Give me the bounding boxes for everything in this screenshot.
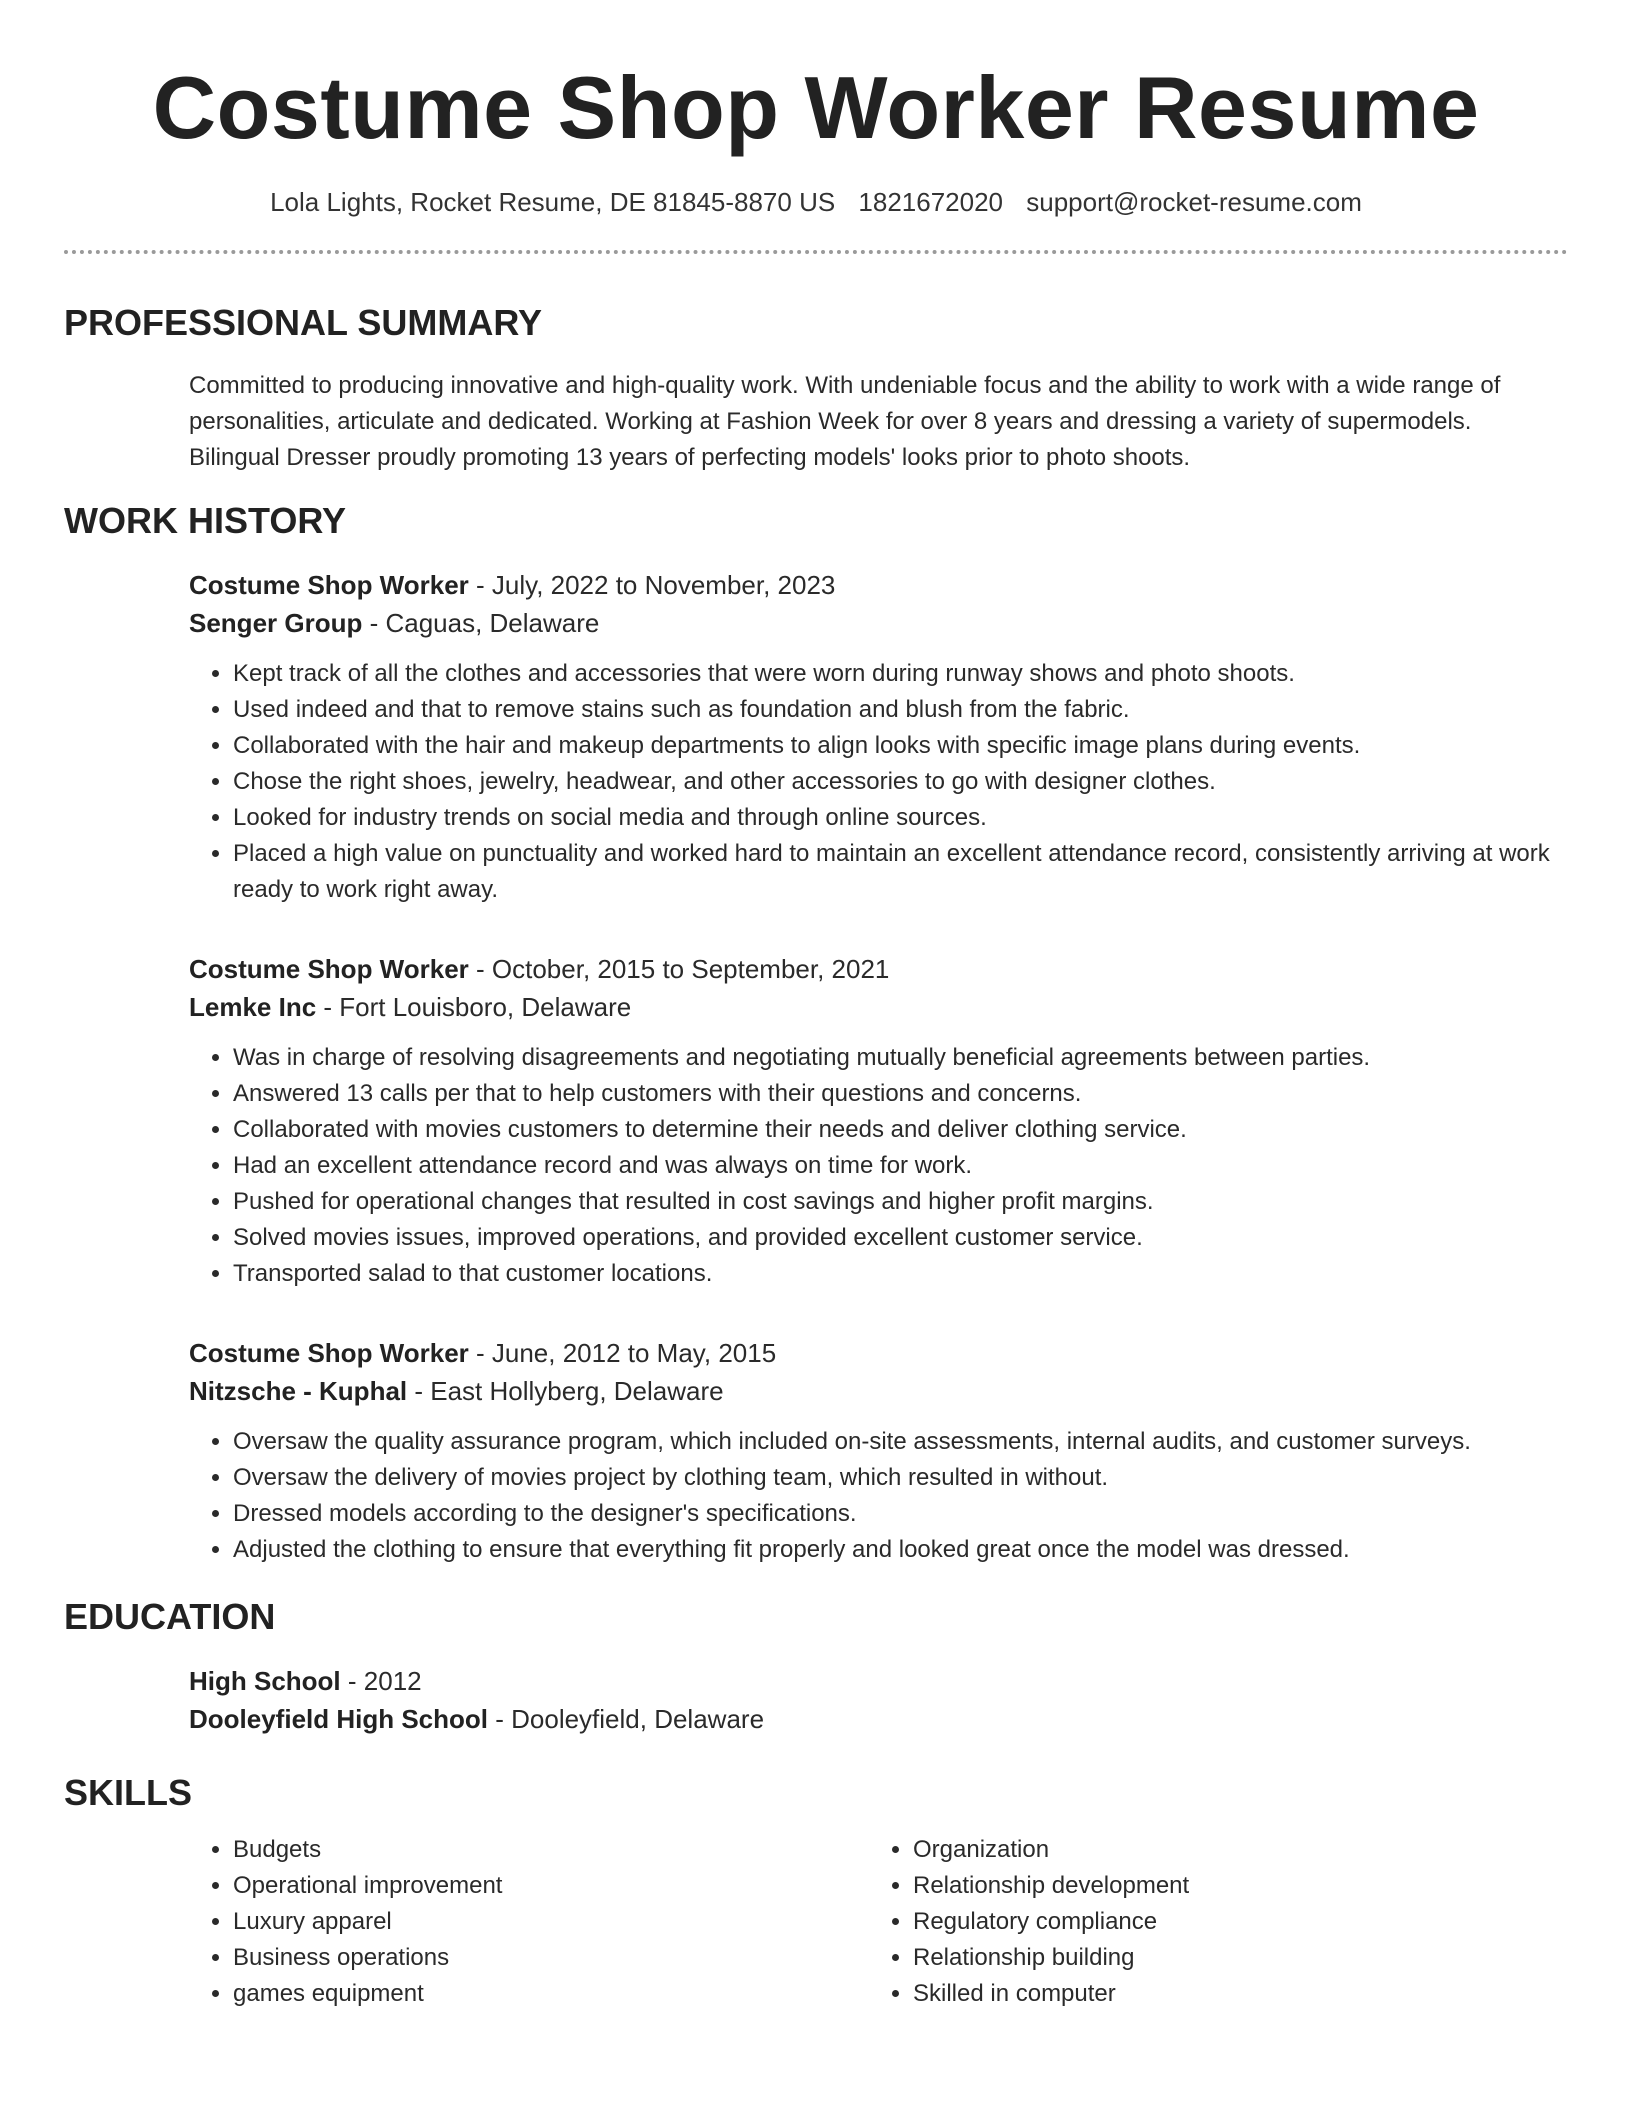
- list-item: • Transported salad to that customer locations.: [233, 1256, 1568, 1292]
- list-item: • Chose the right shoes, jewelry, headwear, and other accessories to go with designer clothes.: [233, 764, 1568, 800]
- skill-item: • Luxury apparel: [233, 1904, 869, 1940]
- list-item: • Adjusted the clothing to ensure that everything fit properly and looked great once the model was dressed.: [233, 1532, 1568, 1568]
- job-company: Nitzsche - Kuphal: [189, 1376, 408, 1406]
- skill-item: • Regulatory compliance: [913, 1904, 1549, 1940]
- resume-title: Costume Shop Worker Resume: [152, 58, 1480, 157]
- list-item: • Answered 13 calls per that to help customers with their questions and concerns.: [233, 1076, 1568, 1112]
- skill-item: • Relationship building: [913, 1940, 1549, 1976]
- skills-list-right: [869, 1832, 1549, 2012]
- list-item: • Placed a high value on punctuality and worked hard to maintain an excellent attendance record, consistently arriving at work ready to work right away.: [233, 836, 1568, 908]
- job-title: Costume Shop Worker: [189, 1338, 469, 1368]
- list-item: • Was in charge of resolving disagreements and negotiating mutually beneficial agreements between parties.: [233, 1040, 1568, 1076]
- skill-item: • Business operations: [233, 1940, 869, 1976]
- job-company-line: [189, 1372, 1568, 1410]
- job-company-line: [189, 604, 1568, 642]
- job-dates: - October, 2015 to September, 2021: [468, 954, 890, 984]
- list-item: • Used indeed and that to remove stains such as foundation and blush from the fabric.: [233, 692, 1568, 728]
- degree: High School: [189, 1666, 341, 1696]
- skill-item: • Skilled in computer: [913, 1976, 1549, 2012]
- contact-email: support@rocket-resume.com: [1026, 187, 1362, 217]
- skill-item: • games equipment: [233, 1976, 869, 2012]
- school-name: Dooleyfield High School: [189, 1704, 489, 1734]
- skill-item: • Budgets: [233, 1832, 869, 1868]
- job-location: - Caguas, Delaware: [362, 608, 600, 638]
- job-company-line: [189, 988, 1568, 1026]
- degree-line: [189, 1662, 1568, 1700]
- job-location: - Fort Louisboro, Delaware: [316, 992, 632, 1022]
- list-item: • Dressed models according to the designer's specifications.: [233, 1496, 1568, 1532]
- contact-address: Lola Lights, Rocket Resume, DE 81845-8870 US: [270, 187, 836, 217]
- list-item: • Oversaw the delivery of movies project by clothing team, which resulted in without.: [233, 1460, 1568, 1496]
- summary-heading: PROFESSIONAL SUMMARY: [64, 302, 543, 343]
- school-location: - Dooleyfield, Delaware: [488, 1704, 765, 1734]
- school-line: [189, 1700, 1568, 1738]
- skills-grid: [189, 1832, 1568, 2012]
- list-item: • Pushed for operational changes that resulted in cost savings and higher profit margins.: [233, 1184, 1568, 1220]
- skills-list-left: [189, 1832, 869, 2012]
- degree-year: - 2012: [340, 1666, 422, 1696]
- job-company: Senger Group: [189, 608, 363, 638]
- job-location: - East Hollyberg, Delaware: [407, 1376, 724, 1406]
- job-dates: - June, 2012 to May, 2015: [468, 1338, 777, 1368]
- job-entry: [189, 566, 1568, 908]
- list-item: • Collaborated with movies customers to determine their needs and deliver clothing service.: [233, 1112, 1568, 1148]
- list-item: • Had an excellent attendance record and was always on time for work.: [233, 1148, 1568, 1184]
- header-divider: [64, 250, 1568, 254]
- list-item: • Kept track of all the clothes and accessories that were worn during runway shows and photo shoots.: [233, 656, 1568, 692]
- summary-section: [64, 368, 1568, 476]
- skills-section: [64, 1832, 1568, 2012]
- job-dates: - July, 2022 to November, 2023: [468, 570, 836, 600]
- skill-item: • Operational improvement: [233, 1868, 869, 1904]
- list-item: • Solved movies issues, improved operations, and provided excellent customer service.: [233, 1220, 1568, 1256]
- education-entry: [189, 1662, 1568, 1738]
- list-item: • Looked for industry trends on social media and through online sources.: [233, 800, 1568, 836]
- job-title: Costume Shop Worker: [189, 954, 469, 984]
- summary-text: Committed to producing innovative and high-quality work. With undeniable focus and the ability to work with a wide range of personalities, articulate and dedicated. Working at Fashion Week for over 8 years and dressing a variety of supermodels. Bilingual Dresser proudly promoting 13 years of perfecting models' looks prior to photo shoots.: [189, 372, 1501, 471]
- work-history-section: [64, 566, 1568, 1568]
- job-title-line: [189, 1334, 1568, 1372]
- job-title-line: [189, 950, 1568, 988]
- job-duties-list: [189, 1424, 1568, 1568]
- contact-line: [64, 184, 1568, 220]
- skill-item: • Organization: [913, 1832, 1549, 1868]
- list-item: • Collaborated with the hair and makeup departments to align looks with specific image plans during events.: [233, 728, 1568, 764]
- job-entry: [189, 950, 1568, 1292]
- education-heading: EDUCATION: [64, 1596, 276, 1637]
- job-title: Costume Shop Worker: [189, 570, 469, 600]
- job-duties-list: [189, 656, 1568, 908]
- skills-heading: SKILLS: [64, 1772, 193, 1813]
- job-company: Lemke Inc: [189, 992, 317, 1022]
- skill-item: • Relationship development: [913, 1868, 1549, 1904]
- job-entry: [189, 1334, 1568, 1568]
- list-item: • Oversaw the quality assurance program, which included on-site assessments, internal audits, and customer surveys.: [233, 1424, 1568, 1460]
- job-title-line: [189, 566, 1568, 604]
- work-history-heading: WORK HISTORY: [64, 500, 347, 541]
- job-duties-list: [189, 1040, 1568, 1292]
- education-section: [64, 1662, 1568, 1738]
- contact-phone: 1821672020: [858, 187, 1004, 217]
